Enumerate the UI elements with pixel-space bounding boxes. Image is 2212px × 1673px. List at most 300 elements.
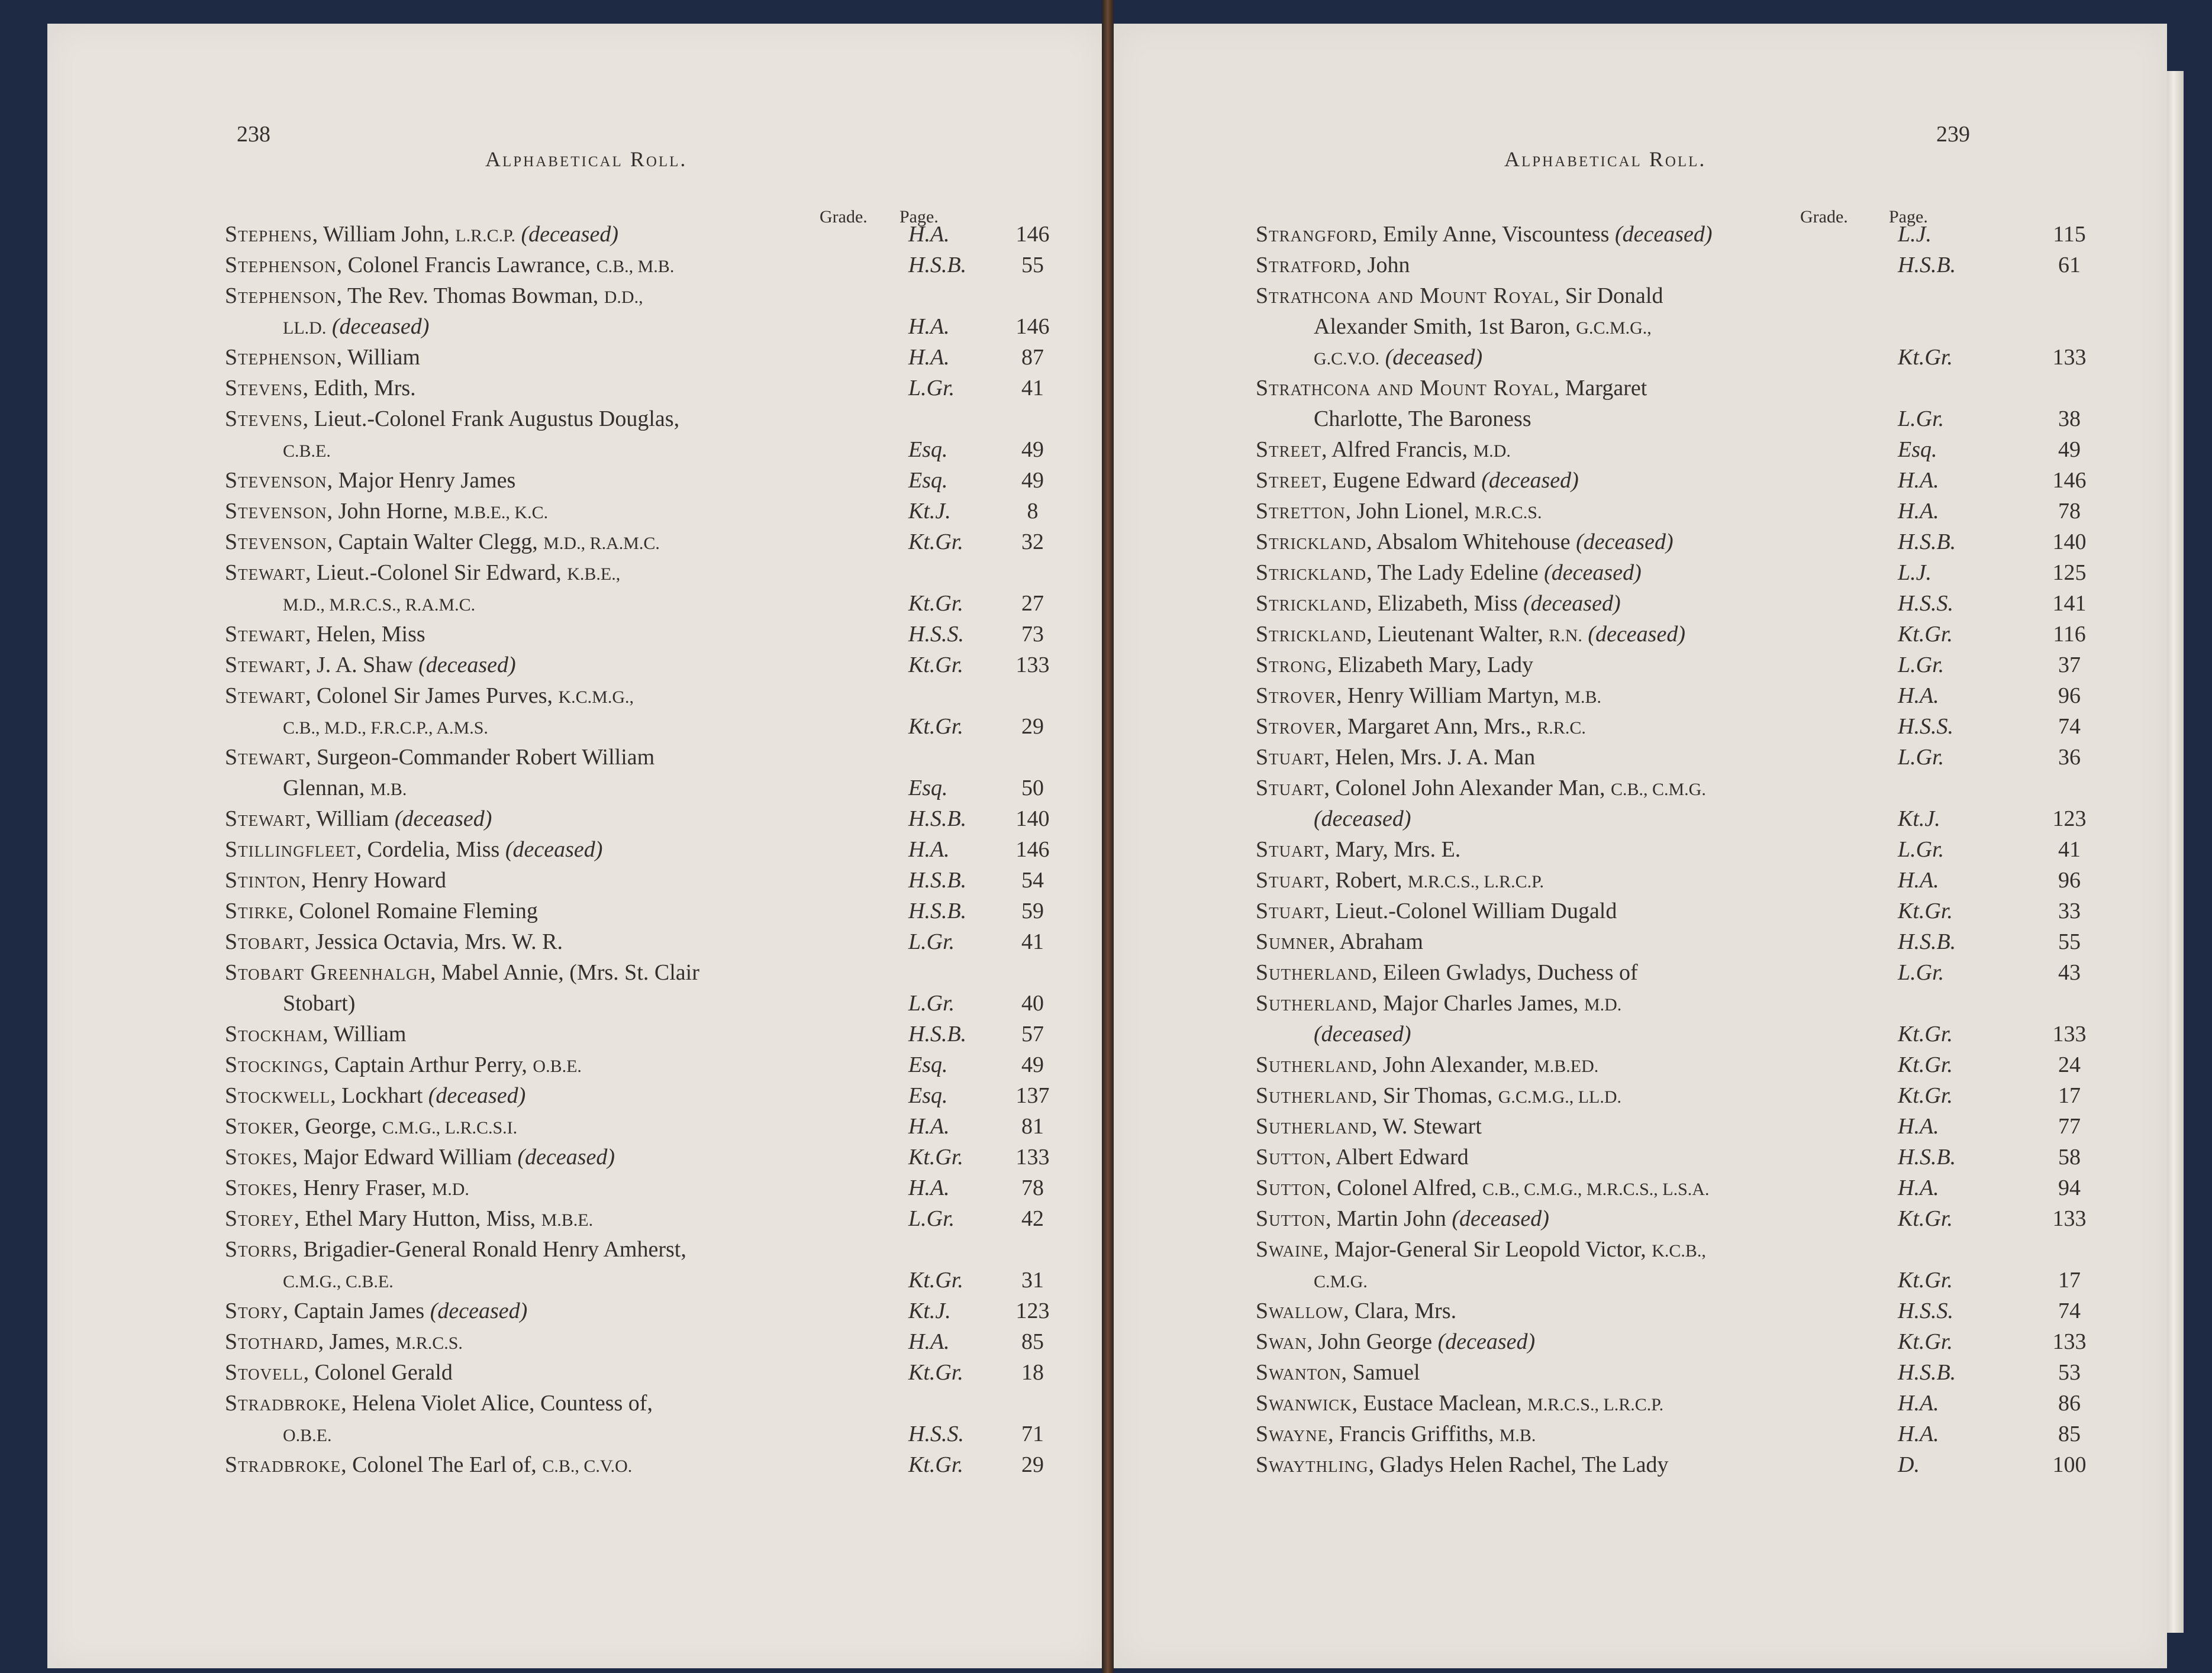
entry-surname: Sutherland	[1256, 1114, 1372, 1139]
entry-name	[1256, 773, 1706, 805]
entry-surname: Story	[225, 1299, 283, 1323]
entry-surname: Swan	[1256, 1329, 1307, 1354]
entry-postnominals: O.B.E.	[283, 1426, 332, 1445]
entry-surname: Sutton	[1256, 1175, 1326, 1200]
entry-forenames: , Ethel Mary Hutton, Miss,	[294, 1206, 541, 1231]
entry-name	[1256, 1173, 1709, 1205]
entry-deceased: (deceased)	[1614, 222, 1713, 247]
entry-surname: Sutherland	[1256, 1083, 1372, 1108]
entry-name	[1256, 834, 1460, 865]
entry-postnominals: M.B.	[1499, 1426, 1536, 1445]
entry-name	[225, 1049, 582, 1082]
entry-postnominals: M.D.	[1473, 441, 1511, 461]
entry-forenames: , Jessica Octavia, Mrs. W. R.	[304, 929, 563, 954]
entry-name	[225, 1203, 593, 1236]
column-head-grade: Grade.	[820, 207, 868, 227]
entry-forenames: , Absalom Whitehouse	[1366, 529, 1576, 554]
entry-page: 74	[2058, 714, 2081, 739]
entry-surname: Stockings	[225, 1052, 324, 1077]
entry-forenames: , Eileen Gwladys, Duchess of	[1372, 960, 1638, 985]
entry-surname: Stothard	[225, 1329, 318, 1354]
entry-name	[225, 803, 492, 834]
entry-grade: H.A.	[1898, 868, 1939, 893]
entry-page: 133	[1015, 653, 1050, 677]
entry-postnominals: R.N.	[1549, 626, 1582, 645]
entry-grade: Esq.	[1898, 437, 1937, 462]
entry-name	[225, 465, 515, 496]
entry-name	[225, 865, 446, 896]
column-head-page: Page.	[1889, 207, 1928, 227]
entry-page: 24	[2058, 1052, 2081, 1077]
entry-surname: Sumner	[1256, 929, 1330, 954]
entry-surname: Stradbroke	[225, 1391, 341, 1416]
entry-surname: Strickland	[1256, 622, 1367, 647]
entry-surname: Swanwick	[1256, 1391, 1352, 1416]
entry-surname: Swanton	[1256, 1360, 1342, 1385]
entry-name	[225, 280, 643, 313]
entry-grade: Kt.Gr.	[1898, 1083, 1953, 1108]
entry-forenames: , Gladys Helen Rachel, The Lady	[1368, 1452, 1669, 1477]
entry-grade: L.Gr.	[908, 376, 955, 401]
entry-grade: D.	[1898, 1452, 1920, 1477]
entry-name	[225, 1296, 527, 1326]
entry-forenames: , George,	[294, 1114, 382, 1139]
entry-page: 49	[1021, 468, 1044, 493]
entry-name	[1256, 1296, 1456, 1326]
entry-forenames: , Colonel Romaine Fleming	[288, 899, 538, 923]
entry-name	[1256, 988, 1621, 1020]
entry-forenames: , Henry William Martyn,	[1336, 683, 1565, 708]
entry-forenames: , Cordelia, Miss	[356, 837, 505, 862]
book-gutter	[1102, 0, 1114, 1673]
entry-name	[1256, 1111, 1482, 1142]
entry-grade: Kt.J.	[908, 499, 951, 524]
entry-page: 17	[2058, 1268, 2081, 1293]
entry-surname: Street	[1256, 437, 1322, 462]
entry-forenames: , Eustace Maclean,	[1352, 1391, 1528, 1416]
entry-surname: Stovell	[225, 1360, 304, 1385]
entry-grade: Esq.	[908, 1052, 948, 1077]
entry-page: 123	[2052, 806, 2087, 831]
entry-deceased: (deceased)	[1437, 1329, 1536, 1354]
entry-grade: H.A.	[908, 314, 950, 339]
entry-surname: Stuart	[1256, 776, 1324, 800]
entry-page: 78	[1021, 1175, 1044, 1200]
entry-forenames: , Henry Fraser,	[292, 1175, 432, 1200]
entry-deceased: (deceased)	[428, 1083, 526, 1108]
entry-postnominals: C.B., C.M.G.	[1610, 780, 1706, 799]
entry-surname: Stuart	[1256, 837, 1324, 862]
entry-deceased: (deceased)	[505, 837, 603, 862]
entry-name	[1256, 588, 1621, 619]
entry-forenames: , John Alexander,	[1372, 1052, 1534, 1077]
entry-name	[1256, 1357, 1420, 1388]
entry-surname: Stratford	[1256, 253, 1356, 277]
entry-surname: Stewart	[225, 622, 305, 647]
entry-surname: Strathcona and Mount Royal	[1256, 376, 1554, 401]
entry-name	[1256, 742, 1535, 773]
entry-forenames: , Elizabeth, Miss	[1366, 591, 1524, 616]
entry-page: 133	[2052, 345, 2087, 370]
entry-surname: Stinton	[225, 868, 301, 893]
entry-name	[1256, 557, 1642, 588]
entry-surname: Storrs	[225, 1237, 292, 1262]
entry-name	[225, 557, 620, 590]
entry-page: 43	[2058, 960, 2081, 985]
entry-forenames: , Alfred Francis,	[1321, 437, 1473, 462]
entry-postnominals: M.B.	[1565, 687, 1601, 707]
entry-surname: Stuart	[1256, 868, 1324, 893]
entry-postnominals: M.D., R.A.M.C.	[543, 534, 660, 553]
entry-grade: Esq.	[908, 437, 948, 462]
entry-name	[225, 926, 563, 957]
entry-grade: L.Gr.	[908, 1206, 955, 1231]
entry-page: 41	[2058, 837, 2081, 862]
entry-grade: H.S.B.	[908, 899, 967, 923]
entry-forenames: , John	[1356, 253, 1410, 277]
entry-deceased: (deceased)	[430, 1299, 528, 1323]
entry-name	[1256, 1326, 1535, 1357]
entry-surname: Stokes	[225, 1145, 292, 1170]
entry-forenames: , Samuel	[1341, 1360, 1420, 1385]
entry-page: 137	[1015, 1083, 1050, 1108]
entry-surname: Stewart	[225, 745, 305, 770]
entry-continuation	[283, 773, 407, 805]
entry-postnominals: M.D.	[431, 1180, 469, 1199]
entry-deceased: (deceased)	[1314, 1022, 1411, 1047]
entry-surname: Swaythling	[1256, 1452, 1369, 1477]
entry-page: 33	[2058, 899, 2081, 923]
entry-forenames: , Lieut.-Colonel Frank Augustus Douglas,	[302, 406, 680, 431]
column-head-grade: Grade.	[1800, 207, 1848, 227]
entry-name	[225, 496, 548, 528]
entry-grade: H.S.S.	[1898, 714, 1953, 739]
entry-surname: Stevens	[225, 406, 303, 431]
entry-grade: Kt.Gr.	[1898, 622, 1953, 647]
entry-forenames: , John Lionel,	[1345, 499, 1475, 524]
entry-page: 49	[2058, 437, 2081, 462]
entry-page: 146	[1015, 314, 1050, 339]
entry-continuation	[1314, 311, 1652, 344]
entry-name	[225, 742, 654, 773]
entry-deceased: (deceased)	[1452, 1206, 1549, 1231]
entry-surname: Stokes	[225, 1175, 292, 1200]
entry-page: 74	[2058, 1299, 2081, 1323]
entry-surname: Strangford	[1256, 222, 1372, 247]
entry-page: 36	[2058, 745, 2081, 770]
entry-surname: Swallow	[1256, 1299, 1344, 1323]
entry-grade: Kt.Gr.	[908, 591, 963, 616]
entry-page: 96	[2058, 683, 2081, 708]
entry-surname: Strickland	[1256, 560, 1367, 585]
entry-page: 50	[1021, 776, 1044, 800]
entry-page: 123	[1015, 1299, 1050, 1323]
entry-forenames: , Clara, Mrs.	[1343, 1299, 1457, 1323]
entry-deceased: (deceased)	[517, 1145, 615, 1170]
entry-page: 37	[2058, 653, 2081, 677]
entry-name	[1256, 680, 1601, 713]
entry-surname: Stephens	[225, 222, 312, 247]
entry-grade: H.S.S.	[908, 622, 964, 647]
entry-grade: H.S.B.	[1898, 529, 1956, 554]
entry-name	[225, 1234, 686, 1265]
entry-forenames: , Colonel Alfred,	[1326, 1175, 1483, 1200]
entry-surname: Swaine	[1256, 1237, 1324, 1262]
entry-postnominals: G.C.M.G., LL.D.	[1498, 1087, 1622, 1107]
entry-grade: L.Gr.	[908, 929, 955, 954]
running-head: Alphabetical Roll.	[485, 147, 688, 171]
entry-name	[1256, 1449, 1668, 1480]
entry-name	[1256, 219, 1713, 250]
entry-surname: Stirke	[225, 899, 288, 923]
entry-forenames: , The Lady Edeline	[1366, 560, 1544, 585]
entry-surname: Stewart	[225, 683, 305, 708]
entry-forenames: , Colonel The Earl of,	[341, 1452, 543, 1477]
entry-postnominals: M.R.C.S., L.R.C.P.	[1407, 872, 1544, 892]
entry-forenames: , Colonel Gerald	[303, 1360, 453, 1385]
entry-postnominals: LL.D.	[283, 318, 327, 338]
entry-deceased: (deceased)	[394, 806, 492, 831]
entry-postnominals: M.R.C.S., L.R.C.P.	[1527, 1395, 1664, 1414]
entry-forenames: , Major Charles James,	[1372, 991, 1584, 1016]
entry-surname: Stockham	[225, 1022, 323, 1047]
entry-page: 29	[1021, 714, 1044, 739]
entry-grade: H.S.B.	[908, 253, 967, 277]
entry-surname: Stevenson	[225, 529, 327, 554]
entry-forenames: , Colonel John Alexander Man,	[1324, 776, 1611, 800]
entry-postnominals: G.C.V.O.	[1314, 349, 1380, 369]
entry-name	[1256, 1419, 1536, 1451]
entry-page: 61	[2058, 253, 2081, 277]
entry-page: 17	[2058, 1083, 2081, 1108]
page-number: 238	[237, 122, 270, 147]
entry-name	[1256, 619, 1685, 651]
entry-forenames: , Eugene Edward	[1321, 468, 1482, 493]
entry-page: 31	[1021, 1268, 1044, 1293]
entry-continuation	[283, 1419, 332, 1451]
entry-page: 41	[1021, 929, 1044, 954]
entry-postnominals: K.B.E.,	[567, 564, 621, 584]
entry-forenames: , Lieutenant Walter,	[1366, 622, 1549, 647]
entry-grade: Kt.Gr.	[1898, 1052, 1953, 1077]
entry-postnominals: M.D., M.R.C.S., R.A.M.C.	[283, 595, 476, 615]
entry-forenames: , Helena Violet Alice, Countess of,	[341, 1391, 653, 1416]
entry-page: 27	[1021, 591, 1044, 616]
entry-page: 41	[1021, 376, 1044, 401]
entry-surname: Strong	[1256, 653, 1327, 677]
entry-name	[1256, 434, 1511, 467]
entry-forenames: , Margaret Ann, Mrs.,	[1336, 714, 1537, 739]
entry-forenames: , William	[305, 806, 395, 831]
entry-forenames: , John Horne,	[327, 499, 454, 524]
entry-postnominals: M.B.E., K.C.	[453, 503, 549, 522]
entry-name	[1256, 1203, 1549, 1234]
entry-surname: Stewart	[225, 653, 305, 677]
entry-grade: Esq.	[908, 776, 948, 800]
entry-surname: Strickland	[1256, 591, 1367, 616]
entry-page: 18	[1021, 1360, 1044, 1385]
entry-postnominals: G.C.M.G.,	[1576, 318, 1652, 338]
entry-surname: Stoker	[225, 1114, 294, 1139]
entry-surname: Sutherland	[1256, 960, 1372, 985]
entry-forenames: , Helen, Miss	[305, 622, 425, 647]
entry-name	[1256, 496, 1542, 528]
entry-page: 29	[1021, 1452, 1044, 1477]
entry-postnominals: R.R.C.	[1537, 718, 1586, 738]
entry-grade: L.Gr.	[1898, 837, 1945, 862]
entry-grade: Kt.Gr.	[1898, 1329, 1953, 1354]
entry-name	[1256, 280, 1663, 311]
entry-name	[1256, 957, 1638, 988]
entry-deceased: (deceased)	[331, 314, 430, 339]
entry-grade: H.A.	[908, 1329, 950, 1354]
entry-page: 53	[2058, 1360, 2081, 1385]
entry-deceased: (deceased)	[1314, 806, 1411, 831]
entry-grade: Kt.Gr.	[1898, 1206, 1953, 1231]
entry-grade: H.A.	[1898, 1114, 1939, 1139]
entry-name	[225, 619, 425, 650]
entry-name	[225, 1388, 653, 1419]
entry-surname: Strover	[1256, 683, 1337, 708]
entry-surname: Stockwell	[225, 1083, 331, 1108]
page-number: 239	[1936, 122, 1970, 147]
entry-forenames: Alexander Smith, 1st Baron,	[1314, 314, 1576, 339]
entry-name	[225, 896, 538, 926]
entry-postnominals: C.B.E.	[283, 441, 331, 461]
entry-name	[225, 834, 602, 865]
entry-page: 8	[1027, 499, 1039, 524]
entry-name	[1256, 865, 1544, 897]
entry-name	[225, 1080, 525, 1111]
entry-grade: H.A.	[1898, 683, 1939, 708]
entry-forenames: , Colonel Sir James Purves,	[305, 683, 559, 708]
entry-forenames: , Major Henry James	[327, 468, 516, 493]
entry-name	[1256, 1142, 1469, 1173]
entry-forenames: , Surgeon-Commander Robert William	[305, 745, 655, 770]
entry-name	[1256, 1049, 1598, 1082]
entry-grade: H.S.B.	[908, 1022, 967, 1047]
entry-page: 58	[2058, 1145, 2081, 1170]
entry-grade: Esq.	[908, 1083, 948, 1108]
entry-forenames: , J. A. Shaw	[305, 653, 419, 677]
entry-deceased: (deceased)	[1481, 468, 1579, 493]
page-edge	[2167, 71, 2184, 1633]
entry-page: 87	[1021, 345, 1044, 370]
entry-surname: Stewart	[225, 560, 305, 585]
entry-grade: H.A.	[1898, 1391, 1939, 1416]
entry-surname: Stretton	[1256, 499, 1346, 524]
entry-grade: Kt.Gr.	[908, 714, 963, 739]
entry-name	[1256, 1388, 1663, 1420]
entry-name	[225, 527, 660, 559]
entry-continuation	[283, 434, 331, 467]
entry-grade: H.A.	[908, 222, 950, 247]
entry-continuation	[283, 1265, 394, 1297]
entry-page: 86	[2058, 1391, 2081, 1416]
entry-page: 77	[2058, 1114, 2081, 1139]
entry-page: 94	[2058, 1175, 2081, 1200]
entry-name	[225, 219, 618, 251]
entry-postnominals: M.B.ED.	[1534, 1057, 1599, 1076]
entry-surname: Sutherland	[1256, 991, 1372, 1016]
entry-deceased: (deceased)	[1385, 345, 1483, 370]
entry-postnominals: M.B.	[370, 780, 407, 799]
entry-grade: L.J.	[1898, 222, 1932, 247]
entry-page: 42	[1021, 1206, 1044, 1231]
entry-surname: Stephenson	[225, 283, 337, 308]
entry-surname: Strathcona and Mount Royal	[1256, 283, 1554, 308]
entry-forenames: , William	[323, 1022, 407, 1047]
entry-deceased: (deceased)	[1523, 591, 1621, 616]
entry-grade: H.A.	[1898, 468, 1939, 493]
entry-name	[1256, 465, 1579, 496]
entry-surname: Stobart	[225, 929, 305, 954]
entry-deceased: (deceased)	[418, 653, 516, 677]
column-head-page: Page.	[899, 207, 939, 227]
entry-surname: Stewart	[225, 806, 305, 831]
entry-name	[225, 1019, 406, 1049]
entry-postnominals: C.B., C.M.G., M.R.C.S., L.S.A.	[1482, 1180, 1710, 1199]
entry-surname: Stuart	[1256, 899, 1324, 923]
entry-postnominals: K.C.B.,	[1652, 1241, 1706, 1261]
entry-forenames: , James,	[318, 1329, 396, 1354]
entry-name	[225, 1142, 615, 1173]
entry-grade: L.J.	[1898, 560, 1932, 585]
entry-postnominals: C.M.G., L.R.C.S.I.	[382, 1118, 518, 1138]
entry-forenames: , Colonel Francis Lawrance,	[336, 253, 596, 277]
entry-deceased: (deceased)	[1576, 529, 1673, 554]
entry-name	[225, 1326, 463, 1359]
entry-forenames: , Lieut.-Colonel Sir Edward,	[305, 560, 567, 585]
entry-page: 146	[1015, 837, 1050, 862]
entry-postnominals: M.R.C.S.	[395, 1333, 463, 1353]
entry-page: 116	[2053, 622, 2086, 647]
entry-continuation	[283, 988, 355, 1019]
entry-postnominals: C.M.G., C.B.E.	[283, 1272, 394, 1291]
entry-forenames: , William	[336, 345, 420, 370]
entry-surname: Stevenson	[225, 468, 327, 493]
entry-page: 146	[2052, 468, 2087, 493]
entry-grade: H.A.	[908, 345, 950, 370]
entry-postnominals: C.B., M.B.	[596, 257, 675, 276]
entry-surname: Street	[1256, 468, 1322, 493]
entry-grade: L.Gr.	[1898, 960, 1945, 985]
entry-postnominals: M.D.	[1584, 995, 1622, 1015]
entry-name	[225, 1449, 632, 1482]
entry-postnominals: M.R.C.S.	[1475, 503, 1542, 522]
entry-page: 59	[1021, 899, 1044, 923]
entry-page: 96	[2058, 868, 2081, 893]
entry-grade: H.A.	[1898, 1422, 1939, 1446]
entry-page: 133	[1015, 1145, 1050, 1170]
entry-forenames: , Helen, Mrs. J. A. Man	[1324, 745, 1536, 770]
entry-grade: H.S.S.	[1898, 1299, 1953, 1323]
entry-name	[1256, 1234, 1706, 1267]
entry-forenames: , Major Edward William	[292, 1145, 518, 1170]
entry-grade: Kt.Gr.	[908, 529, 963, 554]
entry-grade: Kt.Gr.	[908, 1145, 963, 1170]
entry-name	[1256, 650, 1533, 680]
entry-page: 78	[2058, 499, 2081, 524]
entry-grade: H.S.B.	[908, 868, 967, 893]
entry-page: 49	[1021, 1052, 1044, 1077]
entry-grade: H.A.	[908, 1175, 950, 1200]
entry-grade: H.S.S.	[908, 1422, 964, 1446]
entry-page: 71	[1021, 1422, 1044, 1446]
entry-grade: H.A.	[1898, 1175, 1939, 1200]
entry-name	[225, 650, 516, 680]
entry-forenames: , Captain Arthur Perry,	[323, 1052, 533, 1077]
